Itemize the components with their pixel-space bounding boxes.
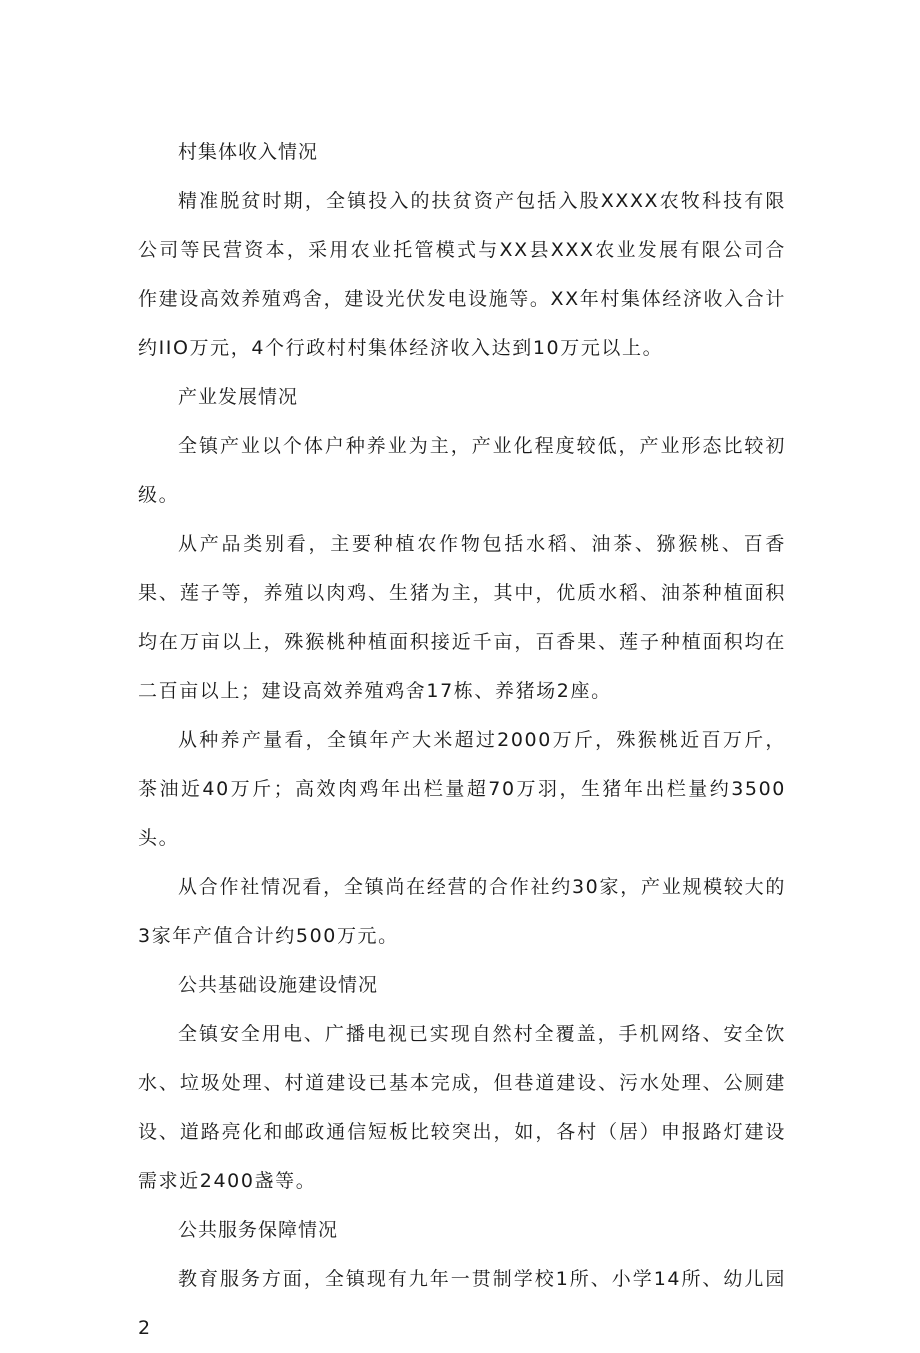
- paragraph-product-categories: 从产品类别看，主要种植农作物包括水稻、油茶、猕猴桃、百香果、莲子等，养殖以肉鸡、生猪为主，其中，优质水稻、油茶种植面积均在万亩以上，殊猴桃种植面积接近千亩，百香果、莲子种植面积均在二百亩以上；建设高效养殖鸡舍17栋、养猪场2座。: [138, 533, 786, 702]
- document-body: [138, 128, 786, 1353]
- paragraph-cooperatives: 从合作社情况看，全镇尚在经营的合作社约30家，产业规模较大的3家年产值合计约500万元。: [138, 876, 786, 947]
- paragraph-industry-overview: 全镇产业以个体户种养业为主，产业化程度较低，产业形态比较初级。: [138, 435, 786, 506]
- paragraph-poverty-alleviation-assets: 精准脱贫时期，全镇投入的扶贫资产包括入股XXXX农牧科技有限公司等民营资本，采用农业托管模式与XX县XXX农业发展有限公司合作建设高效养殖鸡舍，建设光伏发电设施等。XX年村集体经济收入合计约IIO万元，4个行政村村集体经济收入达到10万元以上。: [138, 190, 786, 359]
- section-heading-industry-development: 产业发展情况: [178, 386, 299, 408]
- section-heading-public-infrastructure: 公共基础设施建设情况: [178, 974, 379, 996]
- section-heading-village-income: 村集体收入情况: [178, 141, 319, 163]
- paragraph-production-output: 从种养产量看，全镇年产大米超过2000万斤，殊猴桃近百万斤，茶油近40万斤；高效肉鸡年出栏量超70万羽，生猪年出栏量约3500头。: [138, 729, 786, 849]
- paragraph-infrastructure-status: 全镇安全用电、广播电视已实现自然村全覆盖，手机网络、安全饮水、垃圾处理、村道建设已基本完成，但巷道建设、污水处理、公厕建设、道路亮化和邮政通信短板比较突出，如，各村（居）申报路灯建设需求近2400盏等。: [138, 1023, 786, 1192]
- section-heading-public-services: 公共服务保障情况: [178, 1219, 339, 1241]
- paragraph-education-services: 教育服务方面，全镇现有九年一贯制学校1所、小学14所、幼儿园2: [138, 1268, 786, 1339]
